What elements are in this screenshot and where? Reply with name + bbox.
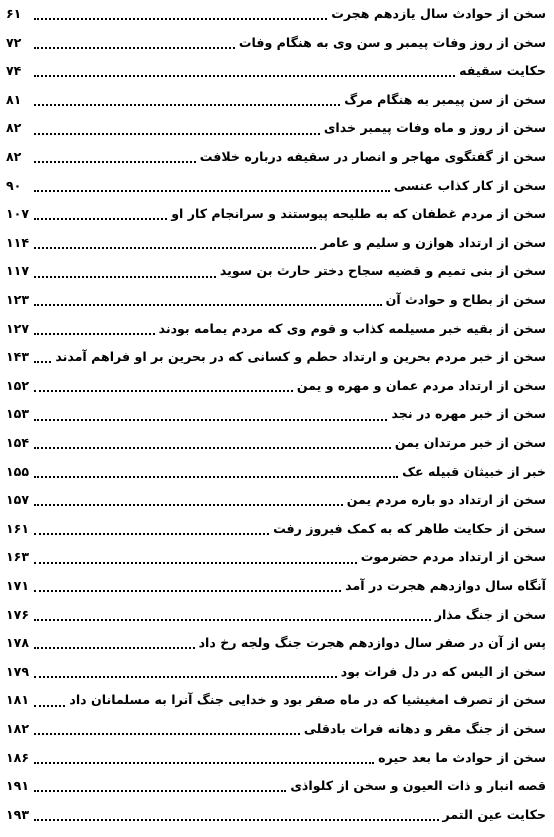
toc-entry[interactable] — [6, 801, 546, 830]
toc-entry-page-number: ۱۲۳ — [6, 292, 30, 307]
toc-entry-page-number: ۱۶۱ — [6, 520, 30, 536]
toc-entry[interactable] — [6, 715, 546, 744]
toc-entry-title: سخن از خبر مرتدان یمن — [394, 435, 546, 450]
dot-leader — [34, 361, 51, 363]
dot-leader — [34, 218, 167, 220]
toc-entry[interactable] — [6, 286, 546, 315]
toc-entry[interactable] — [6, 172, 546, 201]
dot-leader — [34, 47, 235, 49]
toc-entry-title: سخن از حوادث ما بعد حیره — [378, 749, 546, 765]
toc-entry-page-number: ۱۸۱ — [6, 692, 30, 708]
toc-entry-page-number: ۱۵۴ — [6, 435, 30, 450]
toc-entry-title: سخن از ارتداد هوازن و سلیم و عامر — [320, 234, 546, 250]
dot-leader — [34, 676, 337, 678]
toc-entry-title: سخن از روز و ماه وفات پیمبر خدای — [323, 120, 546, 136]
toc-entry-page-number: ۹۰ — [6, 177, 22, 193]
dot-leader — [34, 504, 343, 506]
toc-entry-title: سخن از بنی تمیم و قضیه سجاح دختر حارث بن سوید — [219, 263, 546, 279]
toc-entry-title: سخن از بقیه خبر مسیلمه کذاب و قوم وی که مردم یمامه بودند — [158, 320, 546, 336]
toc-entry-title: حکایت عین التمر — [442, 806, 546, 822]
dot-leader — [34, 476, 398, 478]
toc-entry[interactable] — [6, 686, 546, 715]
toc-entry-title: سخن از مردم غطفان که به طلیحه پیوستند و سرانجام کار او — [171, 206, 546, 222]
toc-entry[interactable] — [6, 257, 546, 286]
toc-entry-title: سخن از خبر مردم بحرین و ارتداد حطم و کسانی که در بحرین بر او فراهم آمدند — [55, 349, 546, 365]
toc-entry-title: سخن از روز وفات پیمبر و سن وی به هنگام وفات — [238, 34, 546, 50]
toc-entry-title: سخن از بطاح و حوادث آن — [385, 292, 546, 307]
toc-entry[interactable] — [6, 458, 546, 487]
toc-entry-page-number: ۱۲۷ — [6, 320, 30, 336]
toc-entry-page-number: ۱۱۷ — [6, 263, 30, 279]
toc-entry-page-number: ۸۱ — [6, 91, 22, 107]
toc-entry-page-number: ۶۱ — [6, 6, 22, 21]
dot-leader — [34, 562, 357, 564]
toc-entry[interactable] — [6, 0, 546, 29]
toc-entry-page-number: ۱۵۲ — [6, 377, 30, 393]
toc-entry-title: سخن از تصرف امغیشیا که در ماه صفر بود و خدایی جنگ آنرا به مسلمانان داد — [69, 692, 546, 708]
toc-entry[interactable] — [6, 400, 546, 429]
toc-entry-title: سخن از ارتداد دو باره مردم یمن — [346, 492, 546, 508]
toc-entry-title: سخن از خبر مهره در نجد — [391, 406, 546, 422]
toc-entry-page-number: ۷۲ — [6, 34, 22, 50]
toc-entry-title: قصه انبار و ذات العیون و سخن از کلواذی — [290, 778, 546, 794]
toc-entry[interactable] — [6, 515, 546, 544]
toc-entry-title: سخن از جنگ مقر و دهانه فرات بادقلی — [303, 721, 546, 736]
toc-entry-title: سخن از ارتداد مردم عمان و مهره و یمن — [296, 377, 546, 393]
toc-entry-page-number: ۱۶۳ — [6, 549, 30, 565]
toc-entry-title: آنگاه سال دوازدهم هجرت در آمد — [345, 578, 546, 593]
toc-entry-title: سخن از سن پیمبر به هنگام مرگ — [344, 91, 546, 107]
toc-entry[interactable] — [6, 315, 546, 344]
toc-entry[interactable] — [6, 114, 546, 143]
toc-entry-page-number: ۱۱۴ — [6, 234, 30, 250]
dot-leader — [34, 333, 155, 335]
dot-leader — [34, 161, 196, 163]
toc-entry[interactable] — [6, 343, 546, 372]
dot-leader — [34, 390, 293, 392]
toc-entry[interactable] — [6, 601, 546, 630]
dot-leader — [34, 190, 390, 192]
toc-entry-page-number: ۱۷۸ — [6, 635, 30, 651]
toc-entry[interactable] — [6, 86, 546, 115]
toc-entry-page-number: ۱۹۱ — [6, 778, 30, 794]
toc-entry[interactable] — [6, 429, 546, 458]
toc-entry[interactable] — [6, 29, 546, 58]
toc-entry-title: سخن از الیس که در دل فرات بود — [340, 663, 546, 679]
toc-entry[interactable] — [6, 572, 546, 601]
toc-entry-title: سخن از جنگ مذار — [434, 606, 546, 622]
toc-entry-page-number: ۱۸۶ — [6, 749, 30, 765]
toc-entry-title: پس از آن در صفر سال دوازدهم هجرت جنگ ولجه رخ داد — [198, 635, 546, 651]
toc-entry-page-number: ۱۷۱ — [6, 578, 30, 593]
toc-entry[interactable] — [6, 229, 546, 258]
toc-entry-page-number: ۱۰۷ — [6, 206, 30, 222]
toc-entry[interactable] — [6, 543, 546, 572]
toc-entry-page-number: ۱۵۳ — [6, 406, 30, 422]
toc-entry[interactable] — [6, 143, 546, 172]
dot-leader — [34, 647, 195, 649]
toc-entry[interactable] — [6, 486, 546, 515]
toc-entry[interactable] — [6, 372, 546, 401]
toc-entry-title: حکایت سقیفه — [459, 63, 546, 79]
dot-leader — [34, 104, 340, 106]
toc-entry[interactable] — [6, 744, 546, 773]
dot-leader — [34, 75, 455, 77]
toc-entry-page-number: ۱۹۳ — [6, 806, 30, 822]
toc-entry[interactable] — [6, 57, 546, 86]
toc-entry-title: سخن از کار کذاب عنسی — [393, 177, 546, 193]
dot-leader — [34, 276, 216, 278]
toc-entry-title: سخن از حکایت طاهر که به کمک فیروز رفت — [273, 520, 546, 536]
dot-leader — [34, 18, 327, 20]
toc-entry-title: سخن از حوادث سال یازدهم هجرت — [331, 6, 546, 21]
toc-entry-page-number: ۸۲ — [6, 149, 22, 164]
toc-entry-title: سخن از ارتداد مردم حضرموت — [360, 549, 546, 565]
dot-leader — [34, 419, 387, 421]
dot-leader — [34, 790, 286, 792]
dot-leader — [34, 304, 382, 306]
toc-entry-page-number: ۱۵۷ — [6, 492, 30, 508]
dot-leader — [34, 762, 374, 764]
dot-leader — [34, 533, 269, 535]
dot-leader — [34, 247, 316, 249]
dot-leader — [34, 619, 431, 621]
toc-entry-page-number: ۱۵۵ — [6, 463, 30, 479]
toc-entry-page-number: ۸۲ — [6, 120, 22, 136]
dot-leader — [34, 819, 439, 821]
dot-leader — [34, 705, 65, 707]
toc-entry-page-number: ۱۴۳ — [6, 349, 30, 365]
toc-entry-page-number: ۷۴ — [6, 63, 22, 79]
toc-entry-page-number: ۱۸۲ — [6, 721, 30, 736]
toc-entry-title: خبر از خبیثان قبیله عک — [402, 463, 546, 479]
toc-entry[interactable] — [6, 772, 546, 801]
toc-entry[interactable] — [6, 629, 546, 658]
dot-leader — [34, 447, 391, 449]
toc-entry-page-number: ۱۷۹ — [6, 663, 30, 679]
toc-entry-title: سخن از گفتگوی مهاجر و انصار در سقیفه درباره خلافت — [199, 149, 546, 164]
toc-entry[interactable] — [6, 658, 546, 687]
dot-leader — [34, 590, 341, 592]
dot-leader — [34, 133, 320, 135]
toc-entry-page-number: ۱۷۶ — [6, 606, 30, 622]
dot-leader — [34, 733, 300, 735]
toc-entry[interactable] — [6, 200, 546, 229]
